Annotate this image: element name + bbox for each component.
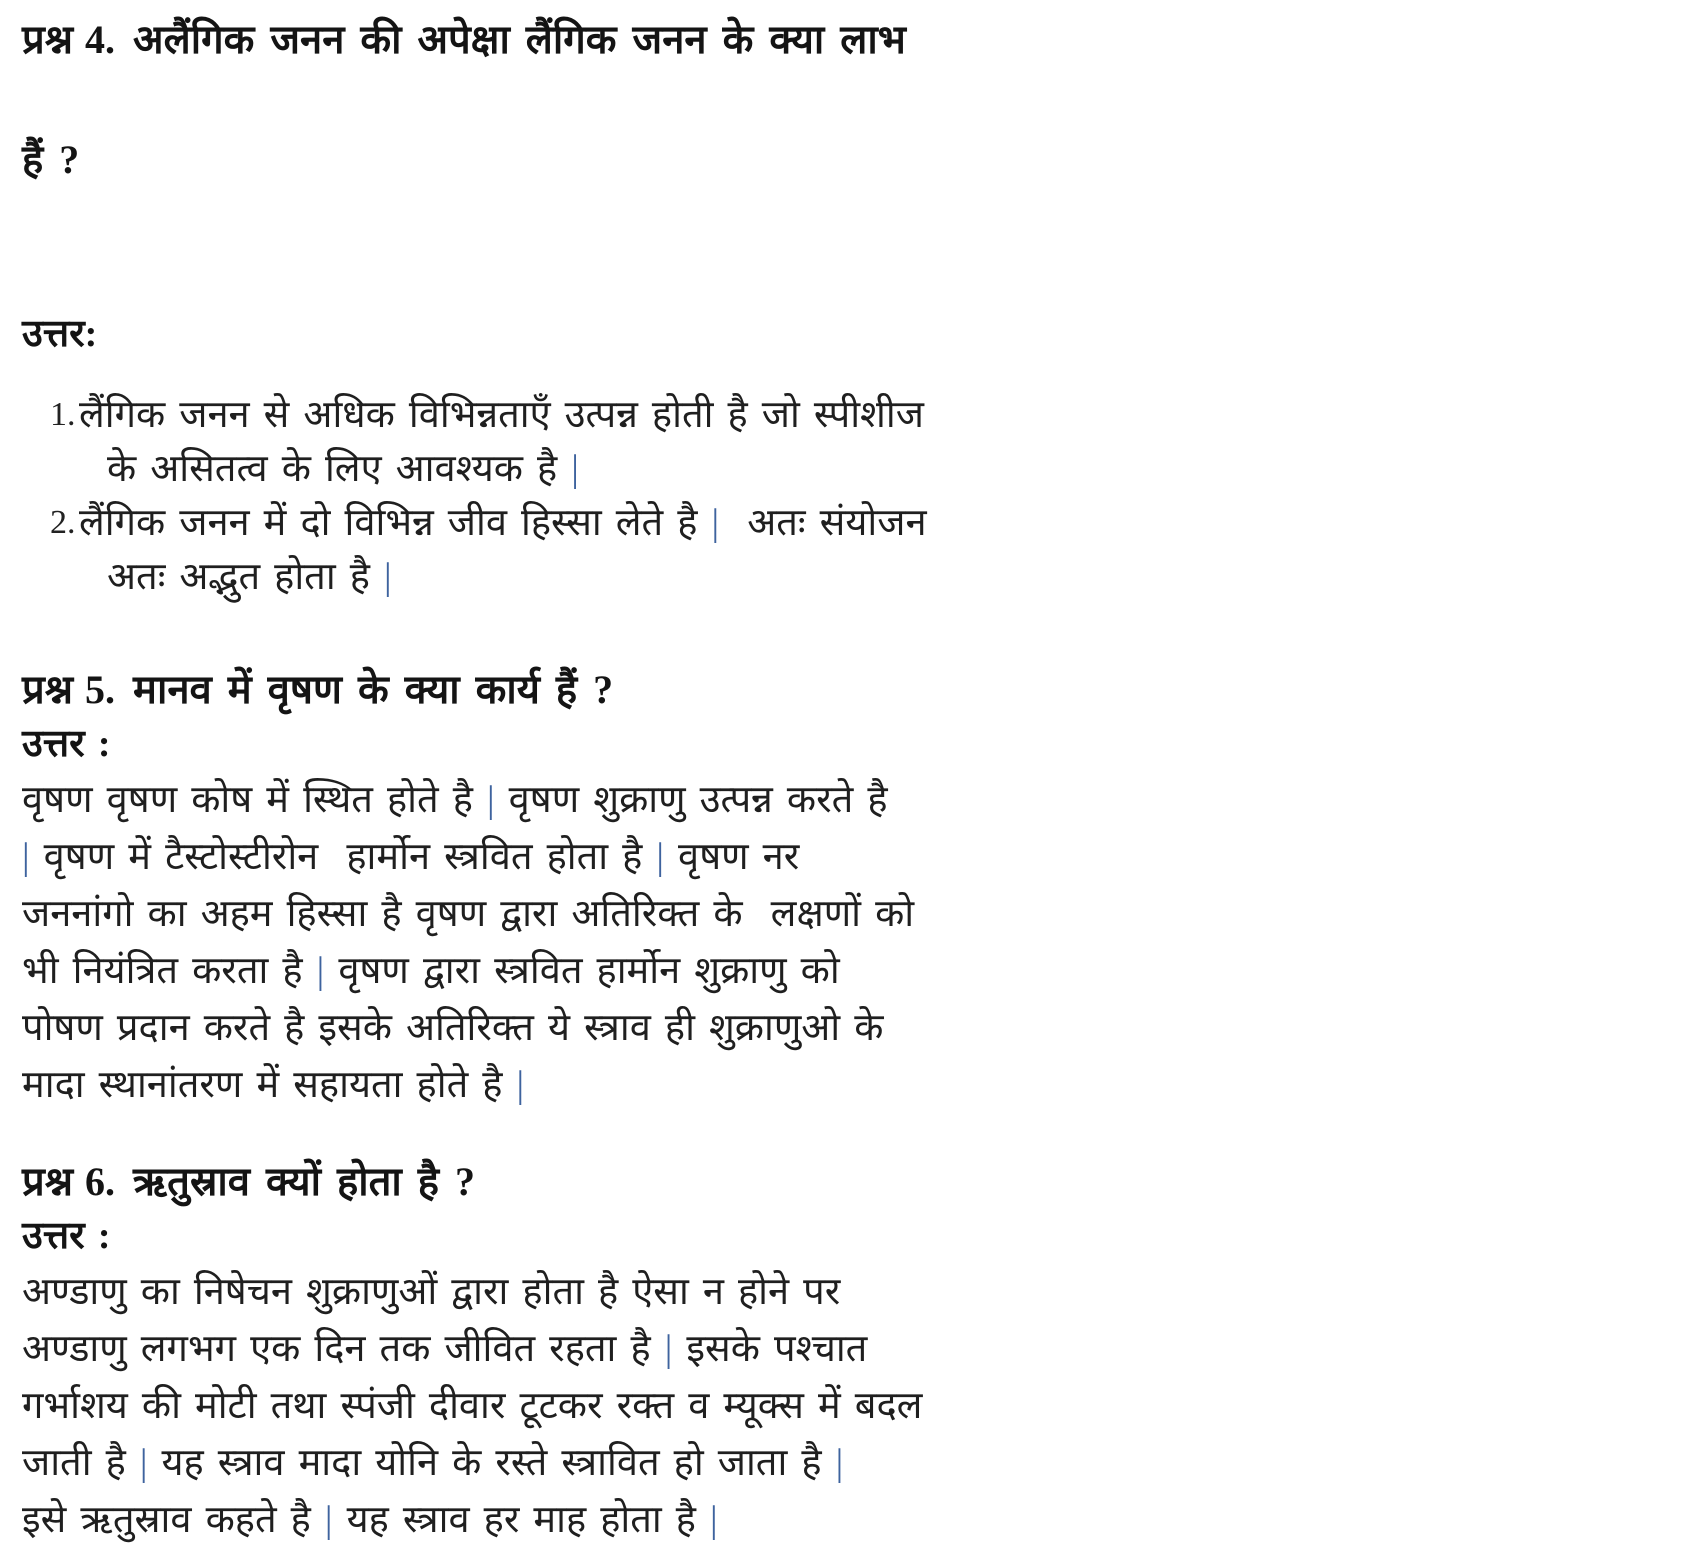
paragraph-line: पोषण प्रदान करते है इसके अतिरिक्त ये स्त्राव ही शुक्राणुओ के — [22, 1007, 884, 1049]
question-4-text-line-2: हैं ? — [22, 137, 80, 182]
list-item — [22, 388, 1662, 496]
question-6-label: प्रश्न — [22, 1159, 74, 1204]
question-4-label: प्रश्न — [22, 17, 74, 62]
list-item-number: 1. — [50, 396, 76, 433]
answer-4-label: उत्तर: — [22, 313, 98, 355]
list-item-line — [22, 496, 1662, 550]
list-item-line: अतः अद्भुत होता है | — [107, 556, 392, 598]
answer-4-list — [22, 388, 1662, 604]
qa-section-4 — [22, 10, 1662, 604]
question-4-number: 4. — [85, 17, 116, 62]
paragraph-line: मादा स्थानांतरण में सहायता होते है | — [22, 1064, 525, 1106]
paragraph-line: गर्भाशय की मोटी तथा स्पंजी दीवार टूटकर रक्त व म्यूक्स में बदल — [22, 1385, 923, 1427]
answer-6-label: उत्तर : — [22, 1215, 111, 1257]
qa-section-5 — [22, 604, 1662, 1114]
paragraph-line: | वृषण में टैस्टोस्टीरोन हार्मोन स्त्रवित होता है | वृषण नर — [22, 836, 800, 878]
answer-5-label: उत्तर : — [22, 723, 111, 765]
question-6-number: 6. — [85, 1159, 116, 1204]
question-6-text-line-1: ऋतुस्राव क्यों होता है ? — [133, 1159, 475, 1204]
answer-6-paragraph — [22, 1264, 1662, 1549]
question-5-label: प्रश्न — [22, 667, 74, 712]
question-5-number: 5. — [85, 667, 116, 712]
list-item-number: 2. — [50, 504, 76, 541]
question-5-text-line-1: मानव में वृषण के क्या कार्य हैं ? — [133, 667, 614, 712]
list-item-line — [22, 388, 1662, 442]
question-5-heading — [22, 660, 1662, 720]
paragraph-line: जाती है | यह स्त्राव मादा योनि के रस्ते स्त्रावित हो जाता है | — [22, 1442, 844, 1484]
qa-section-6 — [22, 1114, 1662, 1549]
question-4-text-line-1: अलैंगिक जनन की अपेक्षा लैंगिक जनन के क्या लाभ — [133, 17, 906, 62]
list-item-text: लैंगिक जनन से अधिक विभिन्नताएँ उत्पन्न होती है जो स्पीशीज — [79, 394, 924, 436]
answer-5-paragraph — [22, 772, 1662, 1114]
paragraph-line: इसे ऋतुस्राव कहते है | यह स्त्राव हर माह होता है | — [22, 1499, 718, 1541]
paragraph-line: जननांगो का अहम हिस्सा है वृषण द्वारा अतिरिक्त के लक्षणों को — [22, 893, 915, 935]
paragraph-line: वृषण वृषण कोष में स्थित होते है | वृषण शुक्राणु उत्पन्न करते है — [22, 779, 888, 821]
paragraph-line: भी नियंत्रित करता है | वृषण द्वारा स्त्रवित हार्मोन शुक्राणु को — [22, 950, 840, 992]
question-6-heading — [22, 1152, 1662, 1212]
list-item-line: के असितत्व के लिए आवश्यक है | — [107, 448, 579, 490]
list-item — [22, 496, 1662, 604]
paragraph-line: अण्डाणु लगभग एक दिन तक जीवित रहता है | इसके पश्चात — [22, 1328, 868, 1370]
paragraph-line: अण्डाणु का निषेचन शुक्राणुओं द्वारा होता है ऐसा न होने पर — [22, 1271, 841, 1313]
list-item-text: लैंगिक जनन में दो विभिन्न जीव हिस्सा लेते है | अतः संयोजन — [79, 502, 927, 544]
question-4-heading — [22, 10, 1662, 310]
